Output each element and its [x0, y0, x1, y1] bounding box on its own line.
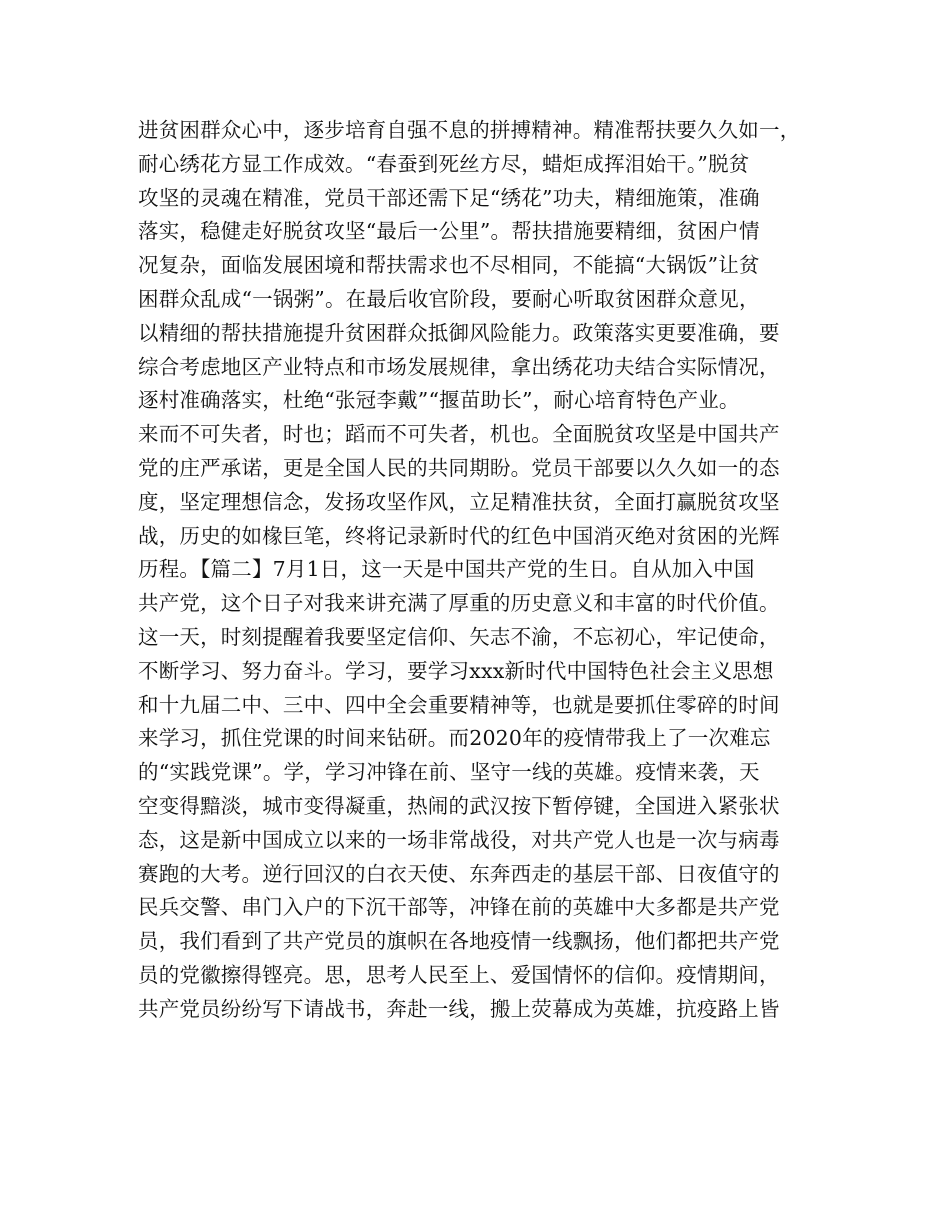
text-line: 攻坚的灵魂在精准，党员干部还需下足“绣花”功夫，精细施策，准确: [138, 185, 760, 210]
text-line: 况复杂，面临发展困境和帮扶需求也不尽相同，不能搞“大锅饭”让贫: [138, 253, 760, 278]
text-line: 的“实践党课”。学，学习冲锋在前、坚守一线的英雄。疫情来袭，天: [138, 760, 760, 785]
body-text: [138, 114, 828, 1027]
text-line: 空变得黯淡，城市变得凝重，热闹的武汉按下暂停键，全国进入紧张状: [138, 793, 780, 818]
text-line: 耐心绣花方显工作成效。“春蚕到死丝方尽，蜡炬成挥泪始干。”脱贫: [138, 151, 750, 176]
text-line: 逐村准确落实，杜绝“张冠李戴”“揠苗助长”，耐心培育特色产业。: [138, 388, 740, 413]
text-line: 这一天，时刻提醒着我要坚定信仰、矢志不渝，不忘初心，牢记使命，: [138, 624, 780, 649]
text-line: 战，历史的如椽巨笔，终将记录新时代的红色中国消灭绝对贫困的光辉: [138, 523, 780, 548]
text-line: 和十九届二中、三中、四中全会重要精神等，也就是要抓住零碎的时间: [138, 692, 780, 717]
text-line: 员，我们看到了共产党员的旗帜在各地疫情一线飘扬，他们都把共产党: [138, 929, 780, 954]
text-line: 共产党，这个日子对我来讲充满了厚重的历史意义和丰富的时代价值。: [138, 591, 780, 616]
text-line: 度，坚定理想信念，发扬攻坚作风，立足精准扶贫，全面打赢脱贫攻坚: [138, 489, 780, 514]
text-line: 历程。【篇二】7月1日，这一天是中国共产党的生日。自从加入中国: [138, 557, 755, 582]
text-line: 态，这是新中国成立以来的一场非常战役，对共产党人也是一次与病毒: [138, 827, 780, 852]
text-line: 员的党徽擦得铿亮。思，思考人民至上、爱国情怀的信仰。疫情期间，: [138, 962, 780, 987]
text-line: 综合考虑地区产业特点和市场发展规律，拿出绣花功夫结合实际情况，: [138, 354, 780, 379]
text-line: 困群众乱成“一锅粥”。在最后收官阶段，要耐心听取贫困群众意见，: [138, 286, 760, 311]
text-line: 民兵交警、串门入户的下沉干部等，冲锋在前的英雄中大多都是共产党: [138, 895, 780, 920]
text-line: 以精细的帮扶措施提升贫困群众抵御风险能力。政策落实更要准确，要: [138, 320, 780, 345]
text-line: 共产党员纷纷写下请战书，奔赴一线，搬上荧幕成为英雄，抗疫路上皆: [138, 996, 780, 1021]
text-line: 来而不可失者，时也；蹈而不可失者，机也。全面脱贫攻坚是中国共产: [138, 422, 780, 447]
text-line: 党的庄严承诺，更是全国人民的共同期盼。党员干部要以久久如一的态: [138, 455, 780, 480]
text-line: 来学习，抓住党课的时间来钻研。而2020年的疫情带我上了一次难忘: [138, 726, 771, 751]
text-line: 进贫困群众心中，逐步培育自强不息的拼搏精神。精准帮扶要久久如一，: [138, 118, 801, 142]
text-line: 落实，稳健走好脱贫攻坚“最后一公里”。帮扶措施要精细，贫困户情: [138, 219, 760, 244]
text-line: 不断学习、努力奋斗。学习，要学习xxx新时代中国特色社会主义思想: [138, 658, 774, 683]
text-line: 赛跑的大考。逆行回汉的白衣天使、东奔西走的基层干部、日夜值守的: [138, 861, 780, 886]
